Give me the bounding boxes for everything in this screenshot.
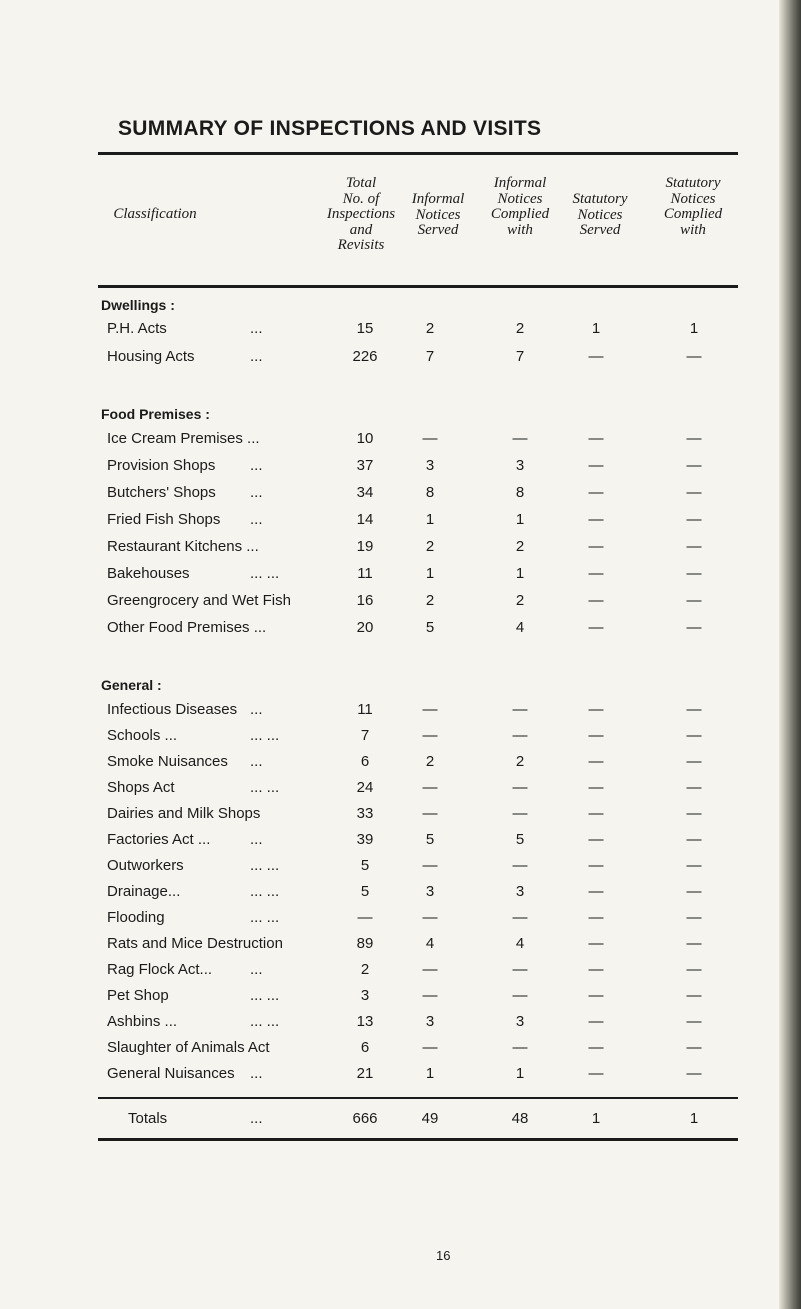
table-row	[0, 348, 780, 370]
row-label: Smoke Nuisances	[107, 753, 228, 770]
table-row	[0, 753, 780, 775]
cell-total: 24	[356, 779, 374, 796]
row-label: Provision Shops	[107, 457, 216, 474]
cell-total: 39	[356, 831, 374, 848]
page-title: SUMMARY OF INSPECTIONS AND VISITS	[118, 117, 542, 140]
cell-informal-served: —	[422, 961, 438, 978]
row-label: Schools ...	[107, 727, 178, 744]
leader-dots: ... ...	[250, 727, 280, 744]
cell-total: 20	[356, 619, 374, 636]
page-edge-shadow	[779, 0, 801, 1309]
cell-informal-complied: 1	[515, 565, 525, 582]
row-label: Fried Fish Shops	[107, 511, 221, 528]
table-row	[0, 805, 780, 827]
cell-total: 89	[356, 935, 374, 952]
totals-label: Totals	[128, 1110, 168, 1127]
cell-total: 11	[357, 565, 373, 582]
cell-informal-served: 3	[425, 883, 435, 900]
cell-statutory-complied: —	[686, 592, 702, 609]
row-label: Restaurant Kitchens ...	[107, 538, 259, 555]
cell-statutory-complied: —	[686, 457, 702, 474]
cell-statutory-complied: —	[686, 619, 702, 636]
cell-informal-complied: 3	[515, 1013, 525, 1030]
cell-informal-served: —	[422, 701, 438, 718]
table-row	[0, 565, 780, 587]
cell-statutory-served: —	[588, 987, 604, 1004]
leader-dots: ...	[250, 1110, 263, 1127]
row-label: Rag Flock Act...	[107, 961, 213, 978]
row-label: Infectious Diseases	[107, 701, 238, 718]
row-label: Shops Act	[107, 779, 175, 796]
cell-statutory-complied: —	[686, 511, 702, 528]
cell-statutory-served: —	[588, 831, 604, 848]
cell-total: 10	[356, 430, 374, 447]
leader-dots: ...	[250, 457, 263, 474]
cell-informal-served: 5	[425, 831, 435, 848]
cell-total: 16	[356, 592, 374, 609]
table-row	[0, 592, 780, 614]
table-row	[0, 1039, 780, 1061]
cell-statutory-served: —	[588, 909, 604, 926]
cell-informal-complied: 3	[515, 883, 525, 900]
row-label: Pet Shop	[107, 987, 169, 1004]
leader-dots: ... ...	[250, 779, 280, 796]
table-row	[0, 935, 780, 957]
table-row	[0, 883, 780, 905]
cell-statutory-served: —	[588, 779, 604, 796]
header-statutory-complied: Statutory Notices Complied with	[663, 175, 723, 238]
cell-total: 666	[352, 1110, 378, 1127]
cell-informal-served: 2	[425, 592, 435, 609]
cell-statutory-complied: —	[686, 935, 702, 952]
cell-informal-complied: 7	[515, 348, 525, 365]
cell-statutory-complied: —	[686, 857, 702, 874]
cell-statutory-complied: —	[686, 1065, 702, 1082]
cell-total: 37	[356, 457, 374, 474]
cell-statutory-complied: 1	[689, 320, 699, 337]
cell-statutory-served: —	[588, 484, 604, 501]
table-row	[0, 779, 780, 801]
leader-dots: ...	[250, 831, 263, 848]
cell-informal-complied: 2	[515, 592, 525, 609]
row-label: Bakehouses	[107, 565, 190, 582]
cell-statutory-complied: —	[686, 565, 702, 582]
row-label: Factories Act ...	[107, 831, 211, 848]
cell-informal-served: —	[422, 805, 438, 822]
table-row	[0, 457, 780, 479]
cell-statutory-served: —	[588, 935, 604, 952]
table-row	[0, 1065, 780, 1087]
cell-informal-complied: —	[512, 779, 528, 796]
header-top-rule	[98, 152, 738, 155]
cell-statutory-served: —	[588, 1065, 604, 1082]
header-total-inspections: Total No. of Inspections and Revisits	[326, 175, 396, 253]
table-row	[0, 909, 780, 931]
cell-informal-complied: —	[512, 987, 528, 1004]
leader-dots: ... ...	[250, 857, 280, 874]
cell-informal-served: 3	[425, 1013, 435, 1030]
cell-statutory-complied: —	[686, 883, 702, 900]
cell-informal-complied: 8	[515, 484, 525, 501]
cell-informal-complied: —	[512, 727, 528, 744]
cell-statutory-complied: —	[686, 1039, 702, 1056]
cell-informal-complied: 1	[515, 1065, 525, 1082]
leader-dots: ... ...	[250, 1013, 280, 1030]
leader-dots: ...	[250, 1065, 263, 1082]
cell-informal-complied: 2	[515, 538, 525, 555]
table-row	[0, 538, 780, 560]
table-row	[0, 727, 780, 749]
row-label: Other Food Premises ...	[107, 619, 267, 636]
table-row	[0, 484, 780, 506]
cell-informal-served: 2	[425, 753, 435, 770]
leader-dots: ... ...	[250, 987, 280, 1004]
cell-statutory-complied: —	[686, 1013, 702, 1030]
section-title-dwellings: Dwellings :	[101, 297, 175, 313]
cell-informal-served: 1	[425, 1065, 435, 1082]
table-row	[0, 619, 780, 641]
row-label: Slaughter of Animals Act	[107, 1039, 270, 1056]
cell-statutory-complied: —	[686, 831, 702, 848]
row-label: Flooding	[107, 909, 165, 926]
cell-informal-served: 8	[425, 484, 435, 501]
cell-total: 6	[360, 753, 370, 770]
table-row	[0, 1013, 780, 1035]
cell-total: 5	[360, 857, 370, 874]
cell-informal-complied: —	[512, 1039, 528, 1056]
cell-statutory-served: —	[588, 538, 604, 555]
cell-informal-complied: 1	[515, 511, 525, 528]
cell-total: 7	[360, 727, 370, 744]
cell-total: 15	[356, 320, 374, 337]
cell-statutory-served: —	[588, 753, 604, 770]
cell-total: 14	[356, 511, 374, 528]
leader-dots: ... ...	[250, 883, 280, 900]
section-title-general: General :	[101, 677, 162, 693]
leader-dots: ... ...	[250, 909, 280, 926]
table-row	[0, 701, 780, 723]
header-informal-complied: Informal Notices Complied with	[490, 175, 550, 238]
cell-informal-complied: 4	[515, 619, 525, 636]
cell-total: 6	[360, 1039, 370, 1056]
row-label: Rats and Mice Destruction	[107, 935, 283, 952]
cell-informal-complied: 4	[515, 935, 525, 952]
cell-informal-complied: —	[512, 857, 528, 874]
cell-total: 5	[360, 883, 370, 900]
cell-total: 19	[356, 538, 374, 555]
cell-informal-served: 5	[425, 619, 435, 636]
cell-informal-served: 4	[425, 935, 435, 952]
cell-informal-served: —	[422, 779, 438, 796]
cell-statutory-served: —	[588, 348, 604, 365]
cell-informal-complied: 2	[515, 320, 525, 337]
cell-total: 33	[356, 805, 374, 822]
row-label: P.H. Acts	[107, 320, 167, 337]
cell-informal-complied: 5	[515, 831, 525, 848]
table-row	[0, 987, 780, 1009]
cell-statutory-served: —	[588, 457, 604, 474]
cell-total: 3	[360, 987, 370, 1004]
cell-informal-served: —	[422, 987, 438, 1004]
cell-statutory-complied: —	[686, 538, 702, 555]
table-row	[0, 831, 780, 853]
cell-informal-complied: —	[512, 961, 528, 978]
row-label: Ashbins ...	[107, 1013, 178, 1030]
leader-dots: ...	[250, 701, 263, 718]
cell-statutory-complied: —	[686, 779, 702, 796]
cell-statutory-complied: —	[686, 430, 702, 447]
cell-statutory-complied: —	[686, 961, 702, 978]
cell-statutory-served: —	[588, 1013, 604, 1030]
cell-informal-served: 49	[421, 1110, 439, 1127]
cell-informal-served: 1	[425, 511, 435, 528]
cell-informal-served: 3	[425, 457, 435, 474]
table-row	[0, 857, 780, 879]
cell-informal-served: —	[422, 857, 438, 874]
cell-informal-complied: —	[512, 909, 528, 926]
cell-informal-served: 7	[425, 348, 435, 365]
cell-informal-served: 2	[425, 320, 435, 337]
cell-informal-served: 2	[425, 538, 435, 555]
cell-statutory-complied: —	[686, 701, 702, 718]
header-bottom-rule	[98, 285, 738, 288]
header-statutory-served: Statutory Notices Served	[572, 191, 628, 238]
cell-statutory-served: —	[588, 727, 604, 744]
table-row	[0, 511, 780, 533]
row-label: Drainage...	[107, 883, 181, 900]
cell-statutory-served: —	[588, 805, 604, 822]
leader-dots: ... ...	[250, 565, 280, 582]
row-label: Ice Cream Premises ...	[107, 430, 260, 447]
table-row	[0, 320, 780, 342]
leader-dots: ...	[250, 753, 263, 770]
cell-statutory-complied: —	[686, 909, 702, 926]
leader-dots: ...	[250, 961, 263, 978]
cell-informal-complied: 3	[515, 457, 525, 474]
table-row	[0, 430, 780, 452]
cell-informal-complied: 2	[515, 753, 525, 770]
page-number: 16	[436, 1248, 451, 1263]
cell-informal-served: —	[422, 1039, 438, 1056]
leader-dots: ...	[250, 348, 263, 365]
totals-top-rule	[98, 1097, 738, 1099]
cell-statutory-served: —	[588, 1039, 604, 1056]
cell-total: 21	[356, 1065, 374, 1082]
leader-dots: ...	[250, 484, 263, 501]
cell-informal-complied: —	[512, 430, 528, 447]
cell-total: 11	[357, 701, 373, 718]
leader-dots: ...	[250, 511, 263, 528]
cell-statutory-complied: —	[686, 727, 702, 744]
totals-row	[0, 1110, 780, 1132]
cell-statutory-complied: 1	[689, 1110, 699, 1127]
cell-statutory-complied: —	[686, 987, 702, 1004]
cell-total: 2	[360, 961, 370, 978]
cell-statutory-served: —	[588, 701, 604, 718]
cell-statutory-served: —	[588, 883, 604, 900]
cell-total: 13	[356, 1013, 374, 1030]
cell-informal-served: —	[422, 430, 438, 447]
cell-statutory-served: 1	[591, 1110, 601, 1127]
totals-bottom-rule	[98, 1138, 738, 1141]
table-row	[0, 961, 780, 983]
cell-statutory-served: —	[588, 857, 604, 874]
cell-total: 226	[352, 348, 378, 365]
section-title-food-premises: Food Premises :	[101, 406, 210, 422]
row-label: General Nuisances	[107, 1065, 235, 1082]
cell-informal-complied: 48	[511, 1110, 529, 1127]
cell-statutory-complied: —	[686, 484, 702, 501]
cell-statutory-served: —	[588, 511, 604, 528]
cell-informal-served: —	[422, 727, 438, 744]
cell-statutory-served: —	[588, 430, 604, 447]
cell-informal-served: —	[422, 909, 438, 926]
cell-informal-served: 1	[425, 565, 435, 582]
row-label: Dairies and Milk Shops	[107, 805, 261, 822]
row-label: Greengrocery and Wet Fish	[107, 592, 291, 609]
cell-statutory-complied: —	[686, 805, 702, 822]
cell-statutory-complied: —	[686, 348, 702, 365]
cell-statutory-served: —	[588, 565, 604, 582]
cell-statutory-served: 1	[591, 320, 601, 337]
leader-dots: ...	[250, 320, 263, 337]
row-label: Outworkers	[107, 857, 184, 874]
cell-statutory-served: —	[588, 961, 604, 978]
cell-total: —	[357, 909, 373, 926]
cell-statutory-complied: —	[686, 753, 702, 770]
header-classification: Classification	[113, 206, 197, 222]
cell-statutory-served: —	[588, 619, 604, 636]
cell-informal-complied: —	[512, 701, 528, 718]
row-label: Housing Acts	[107, 348, 195, 365]
row-label: Butchers' Shops	[107, 484, 216, 501]
cell-total: 34	[356, 484, 374, 501]
header-informal-served: Informal Notices Served	[411, 191, 465, 238]
cell-informal-complied: —	[512, 805, 528, 822]
cell-statutory-served: —	[588, 592, 604, 609]
